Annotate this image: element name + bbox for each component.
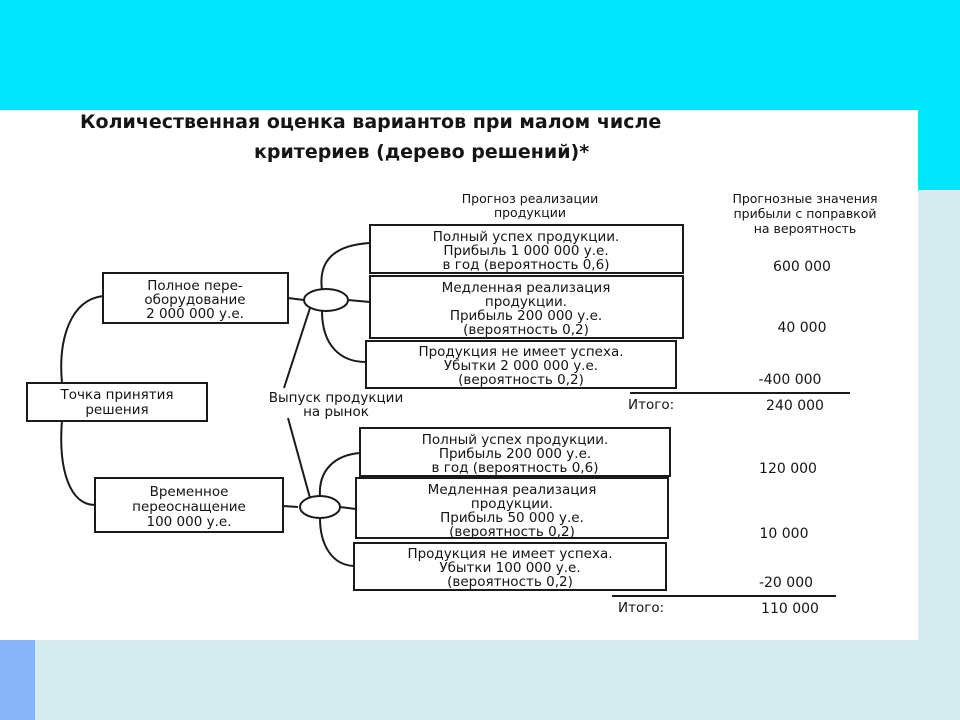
market-line-to-node-2 [288,418,310,498]
connector-root-to-option-1 [61,296,103,383]
outcome-2-2-line-3: Прибыль 50 000 у.е. [440,510,584,526]
forecast-header-line-2: продукции [493,205,567,220]
outcome-1-1-line-2: Прибыль 1 000 000 у.е. [443,243,609,259]
value-1-1: 600 000 [773,259,831,275]
connector-node-2-outcome-3 [320,518,354,566]
total-value-2: 110 000 [761,601,819,617]
outcome-1-2-line-2: продукции. [484,294,568,310]
outcome-1-2-line-1: Медленная реализация [441,280,611,296]
market-label-line-2: на рынок [303,404,369,420]
connector-root-to-option-2 [61,420,95,505]
connector-option-2-to-node [283,506,298,507]
connector-node-1-outcome-2 [348,300,370,302]
connector-node-1-outcome-1 [321,243,370,290]
chance-node-2 [300,496,340,518]
outcome-1-2-line-3: Прибыль 200 000 у.е. [449,308,603,324]
value-1-2: 40 000 [777,320,827,336]
outcome-1-3-line-1: Продукция не имеет успеха. [418,344,624,360]
connector-node-2-outcome-2 [340,507,356,509]
connector-option-1-to-node [288,298,304,300]
values-header-line-2: прибыли с поправкой [733,206,877,221]
outcome-2-1-line-1: Полный успех продукции. [421,432,609,448]
outcome-1-2-line-4: (вероятность 0,2) [463,322,589,338]
values-header-line-1: Прогнозные значения [732,191,878,206]
option-2-line-1: Временное [149,484,229,500]
outcome-2-3-line-3: (вероятность 0,2) [447,574,573,590]
total-label-1: Итого: [628,397,675,413]
outcome-2-1-line-2: Прибыль 200 000 у.е. [438,446,592,462]
outcome-2-3-line-2: Убытки 100 000 у.е. [439,560,581,576]
total-label-2: Итого: [618,600,665,616]
option-1-line-2: оборудование [144,292,246,308]
connector-node-1-outcome-3 [322,311,366,362]
values-header-line-3: на вероятность [753,221,857,236]
title-line-1: Количественная оценка вариантов при малом числе [80,111,662,133]
outcome-1-1-line-1: Полный успех продукции. [432,229,620,245]
value-2-1: 120 000 [759,461,817,477]
decision-point-line-1: Точка принятия [60,387,174,403]
value-2-3: -20 000 [758,575,814,591]
outcome-1-1-line-3: в год (вероятность 0,6) [442,257,610,273]
option-2-line-3: 100 000 у.е. [146,514,232,530]
decision-point-line-2: решения [85,402,149,418]
total-value-1: 240 000 [766,398,824,414]
option-2-line-2: переоснащение [132,499,246,515]
forecast-header-line-1: Прогноз реализации [461,191,599,206]
outcome-2-2-line-4: (вероятность 0,2) [449,524,575,540]
outcome-1-3-line-2: Убытки 2 000 000 у.е. [443,358,599,374]
market-label-line-1: Выпуск продукции [268,390,404,406]
outcome-2-2-line-1: Медленная реализация [427,482,597,498]
connector-node-2-outcome-1 [320,453,360,497]
outcome-2-2-line-2: продукции. [470,496,554,512]
option-1-line-1: Полное пере- [147,278,243,294]
outcome-1-3-line-3: (вероятность 0,2) [458,372,584,388]
outcome-2-3-line-1: Продукция не имеет успеха. [407,546,613,562]
outcome-2-1-line-3: в год (вероятность 0,6) [431,460,599,476]
chance-node-1 [304,289,348,311]
value-1-3: -400 000 [758,372,822,388]
title-line-2: критериев (дерево решений)* [254,141,590,163]
value-2-2: 10 000 [759,526,809,542]
option-1-line-3: 2 000 000 у.е. [146,306,244,322]
